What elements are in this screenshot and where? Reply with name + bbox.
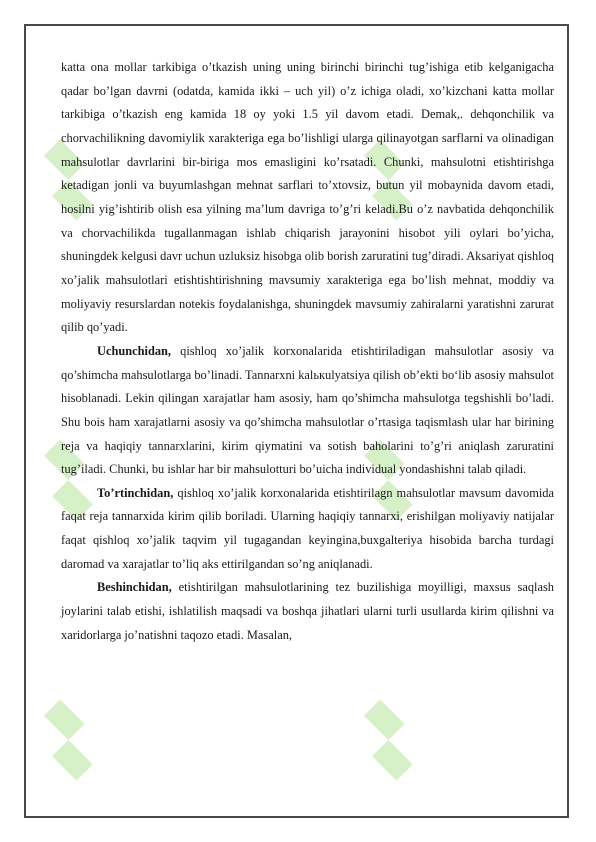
watermark-mark: ▞ [349,701,428,780]
paragraph-text: katta ona mollar tarkibiga o’tkazish uning uning birinchi birinchi tug’ishiga etib kelganigacha qadar bo’lgan davrni (odatda, kamida ikki – uch yil) o’z ichiga oladi, xo’kizchani katta mollar tarkibiga o’tkazish eng kamida 18 oy yoki 1.5 yil davom etadi. Demak,. dehqonchilik va chorvachilikning davomiylik xarakteriga ega bo’lishligi ularga qilinayotgan sarflarni va olinadigan mahsulotlar davrlarini bir-biriga mos emasligini ko’rsatadi. Chunki, mahsulotni etishtirishga ketadigan jonli va buyumlashgan mehnat sarflari to’xtovsiz, butun yil mobaynida davom etadi, hosilni yig’ishtirib olish esa yilning ma’lum davriga to’g’ri keladi.Bu o’z navbatida dehqonchilik va chorvachilikda tugallanmagan ishlab chiqarish jarayonini hisobot yili oylari bo’yicha, shuningdek kelgusi davr uchun uzluksiz hisobga olib borish zaruratini tug’diradi. Aksariyat qishloq xo’jalik mahsulotlari etishtishtirishning mavsumiy xarakteriga ega bo’lish mehnat, moddiy va moliyaviy resurslardan notekis foydalanishga, shuningdek mavsumiy zahiralarni yaratishni zarurat qilib qo’yadi. [61,60,554,335]
watermark-mark: ▞ [349,441,428,520]
paragraph-text: qishloq xo’jalik korxonalarida etishtiriladigan mahsulotlar asosiy va qo’shimcha mahsulotlarga bo’linadi. Tannarxni kalькulyatsiya qilish ob’ekti bo‘lib asosiy mahsulot hisoblanadi. Lekin qilingan xarajatlar ham asosiy, ham qo’shimcha mahsulotga tegshishli bo’ladi. Shu bois ham xarajatlarni asosiy va qo’shimcha mahsulotlar o’rtasiga taqismlash ular har birining reja va haqiqiy tannarxlarini, kirim qiymatini va sotish baholarini to’g’ri aniqlash zaruratini tug’iladi. Chunki, bu ishlar har bir mahsulotturi bo’uicha individual yondashishni talab qiladi. [61,343,554,477]
paragraph-text: qishloq xo’jalik korxonalarida etishtirilagn mahsulotlar mavsum davomida faqat reja tannarxida kirim qilib boriladi. Ularning haqiqiy tannarxi, erishilgan moliyaviy natijalar faqat qishloq xo’jalik taqvim yil tugagandan keyingina,buxgalteriya hisobida barcha turdagi daromad va xarajatlar to’liq aks ettirilgandan so’ng aniqlanadi. [61,485,554,571]
paragraph-lead: Uchunchidan, [97,343,172,358]
paragraph-3 [61,482,554,577]
watermark-mark: ▞ [349,141,428,220]
watermark-mark: ▞ [29,141,108,220]
paragraph-lead: To’rtinchidan, [97,485,174,500]
paragraph-2 [61,340,554,482]
watermark-mark: ▞ [29,701,108,780]
paragraph-1 [61,56,554,340]
paragraph-4 [61,576,554,647]
paragraph-lead: Beshinchidan, [97,580,172,595]
watermark-mark: ▞ [29,441,108,520]
document-body [61,56,554,647]
paragraph-text: etishtirilgan mahsulotlarining tez buzilishiga moyilligi, maxsus saqlash joylarini talab etishi, ishlatilish maqsadi va boshqa jihatlari ularni turli usullarda kirim qilishni va xaridorlarga jo’natishni taqozo etadi. Masalan, [61,580,554,642]
